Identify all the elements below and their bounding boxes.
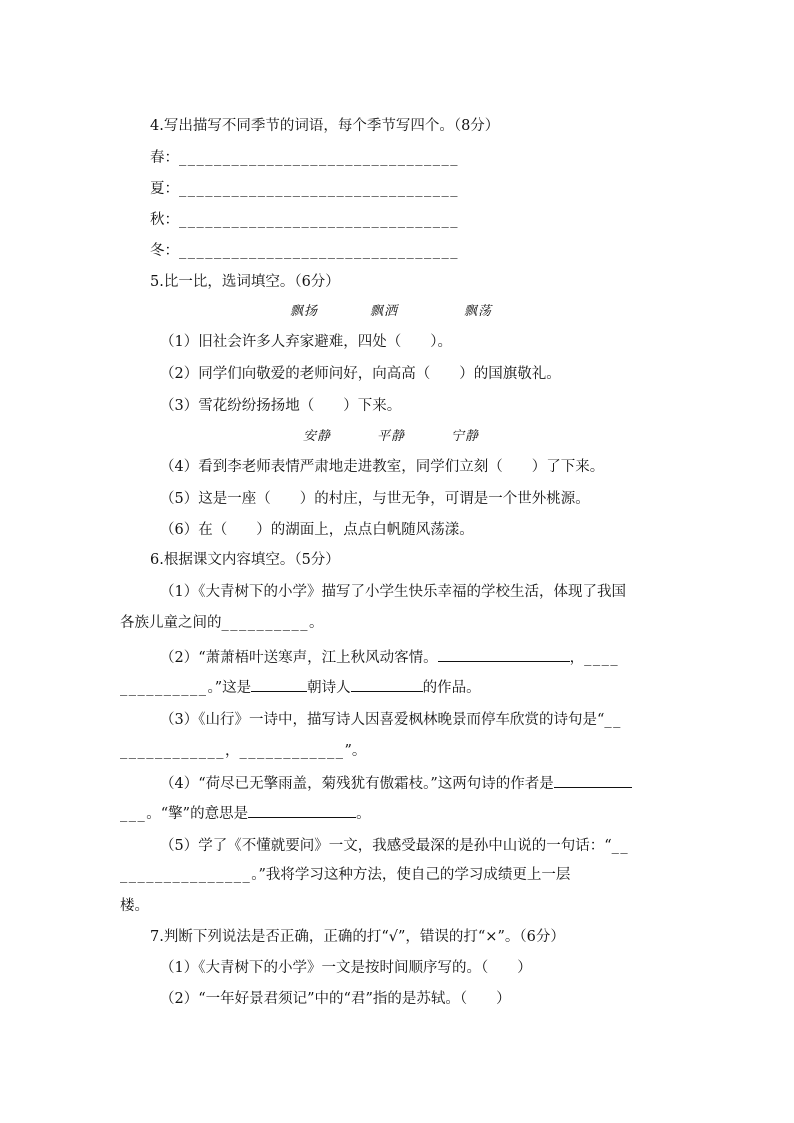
word-option: 飘荡 [464,304,493,319]
answer-blank: _______________ [120,867,252,883]
q4-label: 冬： [150,243,179,259]
answer-blank: __ [604,712,622,728]
answer-blank: __________ [221,615,309,631]
q6-text: 的作品。 [422,680,481,696]
answer-blank: ____________ [239,743,345,759]
q6-item-4-line-1 [160,773,632,794]
q5-word-group-1 [290,302,492,322]
q5-title: 5.比一比，选词填空。（6分） [150,274,340,290]
q5-item-4: （4）看到李老师表情严肃地走进教室，同学们立刻（ ）了下来。 [160,459,605,475]
q6-item-4-line-2 [120,803,371,824]
q7-title: 7.判断下列说法是否正确，正确的打“√”，错误的打“×”。（6分） [150,929,565,945]
q6-text: ， [225,743,240,759]
q4-answer-blank: ________________________________ [179,212,459,228]
answer-blank: __________ [120,680,208,696]
q4-answer-blank: ________________________________ [179,181,459,197]
answer-blank: __ [611,838,630,854]
answer-blank [438,647,570,662]
q4-label: 夏： [150,181,179,197]
q6-text: （3）《山行》一诗中，描写诗人因喜爱枫林晚景而停车欣赏的诗句是“ [160,712,605,728]
q6-text: 。”这是 [207,680,252,696]
word-option: 安静 [303,429,332,444]
q6-text: 。 [309,615,324,631]
q6-item-2-line-2 [120,677,481,698]
q5-item-1: （1）旧社会许多人弃家避难，四处（ ）。 [160,334,452,350]
answer-blank: ____ [584,650,620,666]
q4-answer-blank: ________________________________ [179,150,459,166]
q4-label: 春： [150,150,179,166]
q6-item-5-line-3: 楼。 [120,898,149,914]
word-option: 飘扬 [290,304,319,319]
q4-line-autumn [150,210,459,230]
answer-blank: ___ [120,806,147,822]
word-option: 平静 [377,429,406,444]
answer-blank [248,803,356,818]
q5-item-6: （6）在（ ）的湖面上，点点白帆随风荡漾。 [160,522,474,538]
answer-blank [251,677,307,692]
answer-blank [554,773,632,788]
q5-word-group-2 [303,427,479,447]
q4-line-spring [150,148,459,168]
q6-item-3-line-2 [120,741,366,761]
q4-line-winter [150,241,459,261]
q6-text: 。”我将学习这种方法，使自己的学习成绩更上一层 [251,867,571,883]
answer-blank [351,677,423,692]
word-option: 宁静 [451,429,480,444]
q6-text: （5）学了《不懂就要问》一文，我感受最深的是孙中山说的一句话：“ [160,838,612,854]
q6-item-1-line-2 [120,613,324,633]
answer-blank: ____________ [120,743,225,759]
q6-text: （2）“萧萧梧叶送寒声，江上秋风动客情。 [160,650,438,666]
q6-text: 。 [356,806,371,822]
q6-text: 。“擎”的意思是 [146,806,249,822]
q6-text: ”。 [344,743,367,759]
q5-item-2: （2）同学们向敬爱的老师问好，向高高（ ）的国旗敬礼。 [160,366,561,382]
q7-item-2: （2）“一年好景君须记”中的“君”指的是苏轼。（ ） [160,991,511,1007]
q7-item-1: （1）《大青树下的小学》一文是按时间顺序写的。（ ） [160,960,532,976]
q6-item-3-line-1 [160,710,622,730]
q5-item-3: （3）雪花纷纷扬扬地（ ）下来。 [160,398,402,414]
q4-title: 4.写出描写不同季节的词语，每个季节写四个。（8分） [150,118,500,134]
q6-text: 朝诗人 [307,680,351,696]
q4-line-summer [150,179,459,199]
q6-text: ， [569,650,585,666]
q6-item-2-line-1 [160,647,619,668]
q5-item-5: （5）这是一座（ ）的村庄，与世无争，可谓是一个世外桃源。 [160,491,590,507]
word-option: 飘洒 [370,304,399,319]
q4-label: 秋： [150,212,179,228]
q6-item-5-line-2 [120,865,570,885]
q4-answer-blank: ________________________________ [179,243,459,259]
q6-text: 各族儿童之间的 [120,615,222,631]
q6-item-5-line-1 [160,836,629,856]
q6-title: 6.根据课文内容填空。（5分） [150,552,340,568]
q6-text: （4）“荷尽已无擎雨盖，菊残犹有傲霜枝。”这两句诗的作者是 [160,776,554,792]
q6-item-1-line-1: （1）《大青树下的小学》描写了小学生快乐幸福的学校生活，体现了我国 [160,584,626,600]
